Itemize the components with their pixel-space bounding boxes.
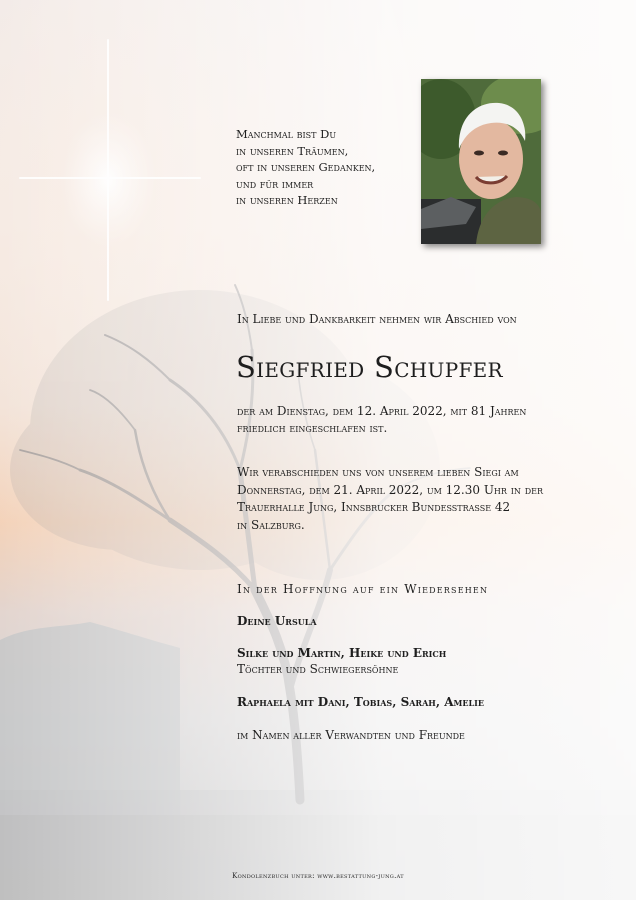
poem-line: in unseren Herzen (236, 193, 338, 207)
death-line: friedlich eingeschlafen ist. (237, 421, 388, 435)
family-wife: Deine Ursula (237, 614, 317, 628)
ceremony-line: in Salzburg. (237, 517, 305, 532)
death-line: der am Dienstag, dem 12. April 2022, mit 81 Jahren (237, 404, 527, 418)
family-children: Silke und Martin, Heike und Erich (237, 646, 447, 660)
hope-line: In der Hoffnung auf ein Wiedersehen (237, 582, 489, 596)
poem-line: in unseren Träumen, (236, 143, 349, 158)
poem-line: Manchmal bist Du (236, 127, 337, 141)
ceremony-line: Donnerstag, dem 21. April 2022, um 12.30 Uhr in der (237, 482, 543, 497)
poem (236, 126, 375, 209)
family-others: im Namen aller Verwandten und Freunde (237, 728, 465, 742)
portrait-photo (421, 79, 541, 244)
family-children-note: Töchter und Schwiegersöhne (237, 662, 399, 676)
family-grandchildren: Raphaela mit Dani, Tobias, Sarah, Amelie (237, 695, 484, 709)
ceremony-line: Trauerhalle Jung, Innsbrucker Bundesstrasse 42 (237, 500, 511, 514)
ceremony-line: Wir verabschieden uns von unserem lieben Siegi am (237, 465, 519, 479)
intro-text: In Liebe und Dankbarkeit nehmen wir Abschied von (237, 312, 517, 326)
condolence-footer: Kondolenzbuch unter: www.bestattung-jung.at (232, 872, 404, 880)
poem-line: und für immer (236, 176, 314, 191)
deceased-name: Siegfried Schupfer (236, 350, 503, 384)
poem-line: oft in unseren Gedanken, (236, 160, 376, 174)
ceremony-notice (237, 464, 543, 534)
death-notice (237, 403, 526, 437)
